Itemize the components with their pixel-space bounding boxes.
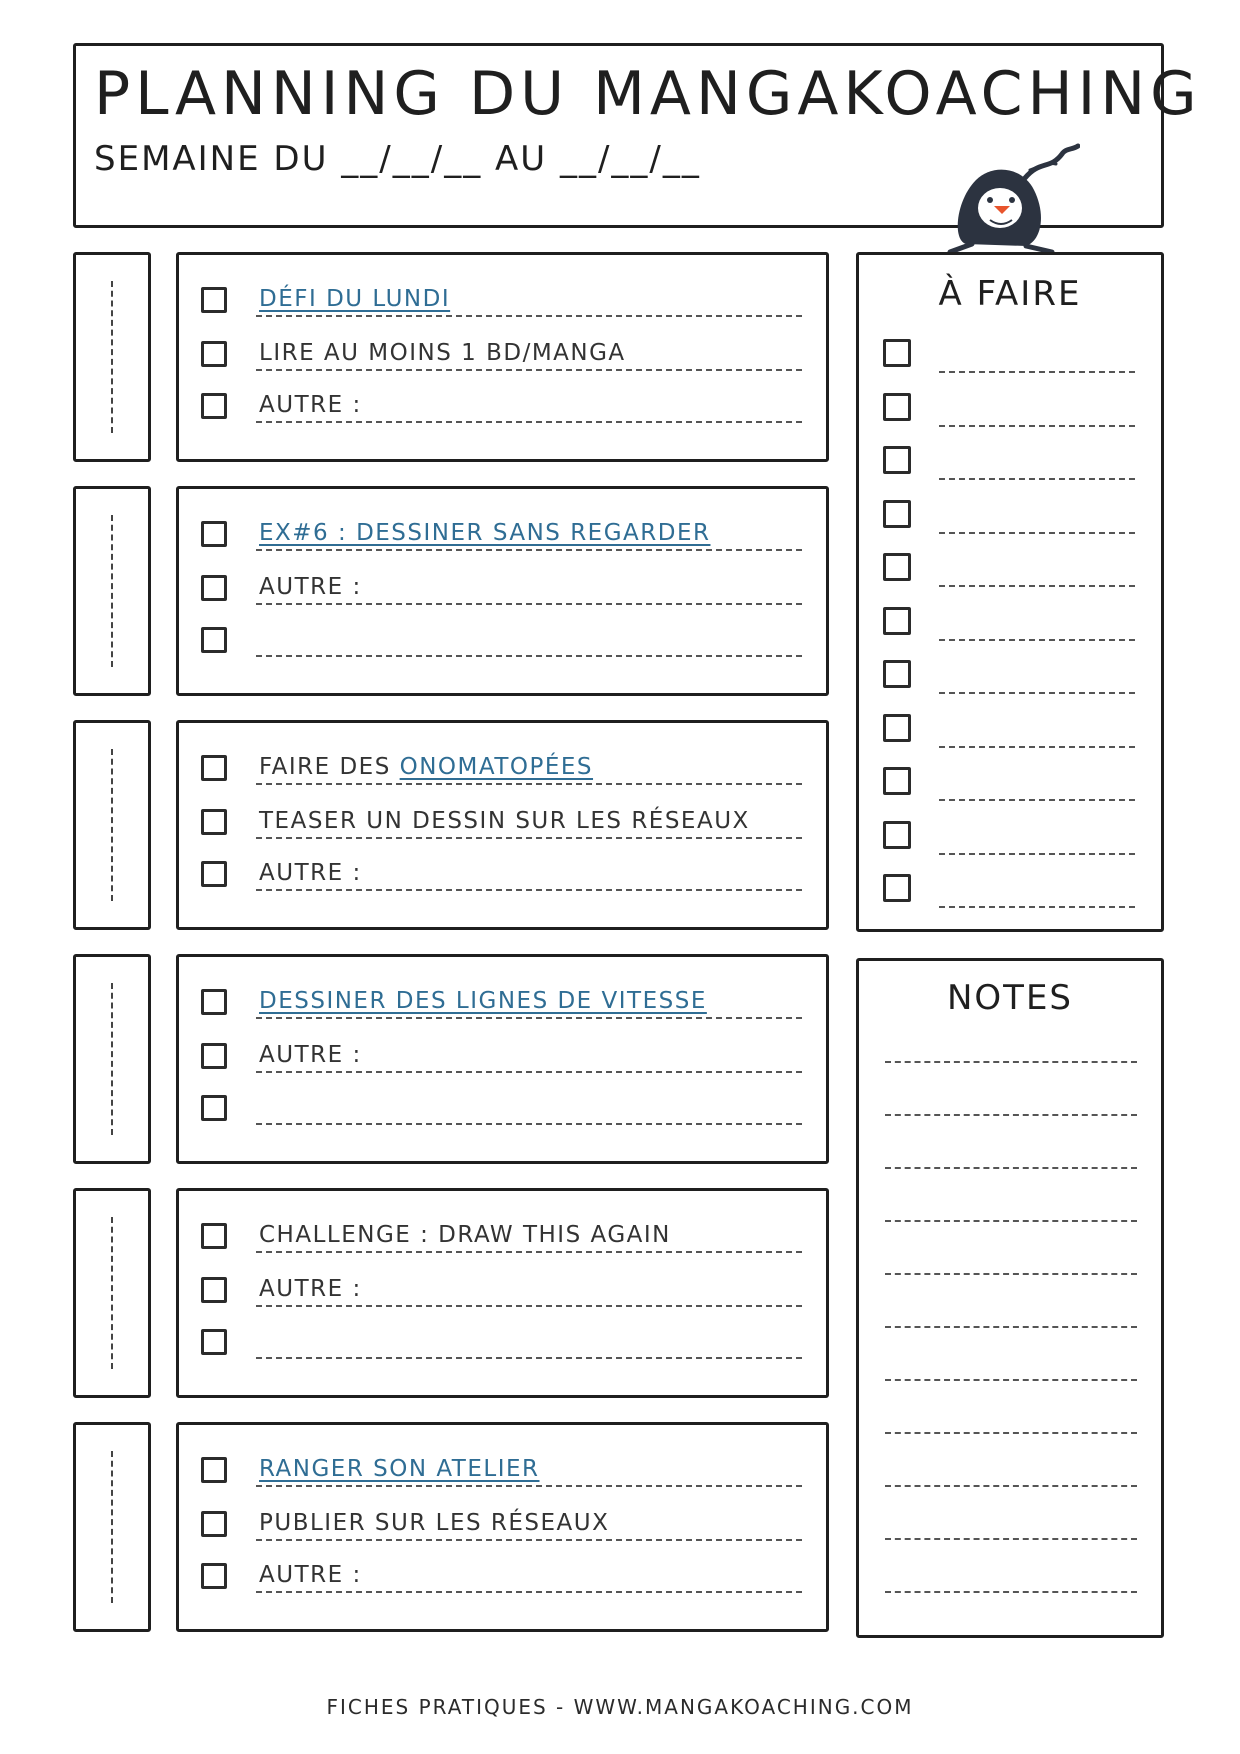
task-text: AUTRE :: [259, 392, 362, 418]
task-row: [201, 1319, 802, 1359]
todo-write-line[interactable]: [939, 532, 1135, 534]
todo-write-line[interactable]: [939, 478, 1135, 480]
task-write-line[interactable]: [256, 889, 802, 891]
task-row: [201, 565, 802, 605]
task-write-line[interactable]: [256, 1017, 802, 1019]
task-text: FAIRE DES: [259, 754, 400, 780]
todo-checkbox[interactable]: [883, 767, 911, 795]
task-checkbox[interactable]: [201, 1043, 227, 1069]
task-link[interactable]: DESSINER DES LIGNES DE VITESSE: [259, 988, 707, 1014]
todo-item: [883, 440, 1135, 480]
todo-checkbox[interactable]: [883, 339, 911, 367]
task-checkbox[interactable]: [201, 1223, 227, 1249]
task-label: [259, 1564, 362, 1587]
todo-panel: [856, 252, 1164, 932]
task-link[interactable]: RANGER SON ATELIER: [259, 1456, 540, 1482]
task-write-line[interactable]: [256, 1539, 802, 1541]
note-line[interactable]: [885, 1114, 1137, 1116]
mascot-icon: [930, 140, 1080, 258]
task-row: [201, 331, 802, 371]
task-row: [201, 1447, 802, 1487]
todo-item: [883, 708, 1135, 748]
day-label-line: [111, 749, 113, 901]
task-checkbox[interactable]: [201, 809, 227, 835]
task-row: [201, 1501, 802, 1541]
task-row: [201, 383, 802, 423]
todo-checkbox[interactable]: [883, 393, 911, 421]
todo-item: [883, 547, 1135, 587]
note-line[interactable]: [885, 1591, 1137, 1593]
todo-checkbox[interactable]: [883, 660, 911, 688]
task-label: [259, 288, 450, 311]
task-checkbox[interactable]: [201, 1511, 227, 1537]
todo-item: [883, 761, 1135, 801]
day-label-box[interactable]: [73, 486, 151, 696]
day-label-box[interactable]: [73, 1422, 151, 1632]
day-label-box[interactable]: [73, 1188, 151, 1398]
todo-write-line[interactable]: [939, 799, 1135, 801]
todo-write-line[interactable]: [939, 585, 1135, 587]
task-write-line[interactable]: [256, 837, 802, 839]
todo-write-line[interactable]: [939, 692, 1135, 694]
todo-item: [883, 601, 1135, 641]
note-line[interactable]: [885, 1167, 1137, 1169]
task-label: [259, 576, 362, 599]
todo-write-line[interactable]: [939, 425, 1135, 427]
day-label-line: [111, 983, 113, 1135]
task-text: AUTRE :: [259, 860, 362, 886]
task-label: [259, 394, 362, 417]
task-link[interactable]: EX#6 : DESSINER SANS REGARDER: [259, 520, 711, 546]
todo-write-line[interactable]: [939, 906, 1135, 908]
todo-item: [883, 868, 1135, 908]
task-text: AUTRE :: [259, 574, 362, 600]
todo-write-line[interactable]: [939, 746, 1135, 748]
todo-checkbox[interactable]: [883, 607, 911, 635]
task-row: [201, 1267, 802, 1307]
task-row: [201, 511, 802, 551]
note-line[interactable]: [885, 1432, 1137, 1434]
day-task-box: [176, 1188, 829, 1398]
task-text: CHALLENGE : DRAW THIS AGAIN: [259, 1222, 671, 1248]
task-label: [259, 862, 362, 885]
week-range: SEMAINE DU __/__/__ AU __/__/__: [94, 139, 701, 179]
note-line[interactable]: [885, 1061, 1137, 1063]
task-checkbox[interactable]: [201, 989, 227, 1015]
task-label: [259, 1512, 609, 1535]
task-checkbox[interactable]: [201, 521, 227, 547]
task-write-line[interactable]: [256, 369, 802, 371]
task-checkbox[interactable]: [201, 861, 227, 887]
task-row: [201, 1033, 802, 1073]
task-write-line[interactable]: [256, 1071, 802, 1073]
day-task-box: [176, 486, 829, 696]
todo-item: [883, 333, 1135, 373]
todo-checkbox[interactable]: [883, 874, 911, 902]
task-checkbox[interactable]: [201, 287, 227, 313]
task-label: [259, 756, 593, 779]
task-label: [259, 1278, 362, 1301]
task-row: [201, 799, 802, 839]
task-link[interactable]: ONOMATOPÉES: [399, 754, 594, 780]
note-line[interactable]: [885, 1326, 1137, 1328]
task-text: TEASER UN DESSIN SUR LES RÉSEAUX: [259, 808, 750, 834]
task-write-line[interactable]: [256, 549, 802, 551]
task-row: [201, 745, 802, 785]
task-checkbox[interactable]: [201, 341, 227, 367]
day-label-line: [111, 1451, 113, 1603]
task-write-line[interactable]: [256, 315, 802, 317]
todo-checkbox[interactable]: [883, 553, 911, 581]
day-task-box: [176, 1422, 829, 1632]
task-row: [201, 851, 802, 891]
notes-panel: [856, 958, 1164, 1638]
task-row: [201, 617, 802, 657]
task-row: [201, 1553, 802, 1593]
task-write-line[interactable]: [256, 421, 802, 423]
task-write-line[interactable]: [256, 1251, 802, 1253]
task-label: [259, 342, 626, 365]
todo-write-line[interactable]: [939, 639, 1135, 641]
task-checkbox[interactable]: [201, 755, 227, 781]
task-text: AUTRE :: [259, 1042, 362, 1068]
note-line[interactable]: [885, 1220, 1137, 1222]
task-write-line[interactable]: [256, 783, 802, 785]
task-row: [201, 1213, 802, 1253]
task-row: [201, 979, 802, 1019]
note-line[interactable]: [885, 1273, 1137, 1275]
task-write-line[interactable]: [256, 1305, 802, 1307]
todo-item: [883, 654, 1135, 694]
todo-item: [883, 815, 1135, 855]
todo-title: À FAIRE: [938, 274, 1082, 314]
day-task-box: [176, 954, 829, 1164]
day-label-line: [111, 1217, 113, 1369]
note-line[interactable]: [885, 1485, 1137, 1487]
task-text: AUTRE :: [259, 1562, 362, 1588]
task-write-line[interactable]: [256, 655, 802, 657]
task-checkbox[interactable]: [201, 1277, 227, 1303]
todo-checkbox[interactable]: [883, 446, 911, 474]
task-text: LIRE AU MOINS 1 BD/MANGA: [259, 340, 626, 366]
day-label-box[interactable]: [73, 252, 151, 462]
task-checkbox[interactable]: [201, 627, 227, 653]
task-label: [259, 522, 710, 545]
day-task-box: [176, 252, 829, 462]
notes-title: NOTES: [946, 978, 1074, 1018]
task-write-line[interactable]: [256, 1123, 802, 1125]
todo-write-line[interactable]: [939, 371, 1135, 373]
task-label: [259, 1044, 362, 1067]
task-checkbox[interactable]: [201, 1329, 227, 1355]
day-label-line: [111, 281, 113, 433]
todo-item: [883, 387, 1135, 427]
task-label: [259, 1224, 671, 1247]
task-checkbox[interactable]: [201, 1457, 227, 1483]
footer-text: FICHES PRATIQUES - WWW.MANGAKOACHING.COM: [326, 1695, 914, 1719]
note-line[interactable]: [885, 1538, 1137, 1540]
task-text: PUBLIER SUR LES RÉSEAUX: [259, 1510, 610, 1536]
task-row: [201, 277, 802, 317]
task-write-line[interactable]: [256, 1357, 802, 1359]
todo-item: [883, 494, 1135, 534]
task-row: [201, 1085, 802, 1125]
task-checkbox[interactable]: [201, 1095, 227, 1121]
task-checkbox[interactable]: [201, 1563, 227, 1589]
task-link[interactable]: DÉFI DU LUNDI: [259, 286, 451, 312]
note-line[interactable]: [885, 1379, 1137, 1381]
day-task-box: [176, 720, 829, 930]
task-label: [259, 810, 750, 833]
task-checkbox[interactable]: [201, 575, 227, 601]
todo-checkbox[interactable]: [883, 821, 911, 849]
task-write-line[interactable]: [256, 1591, 802, 1593]
task-checkbox[interactable]: [201, 393, 227, 419]
task-write-line[interactable]: [256, 603, 802, 605]
day-label-line: [111, 515, 113, 667]
day-label-box[interactable]: [73, 720, 151, 930]
todo-write-line[interactable]: [939, 853, 1135, 855]
task-label: [259, 1458, 540, 1481]
task-text: AUTRE :: [259, 1276, 362, 1302]
todo-checkbox[interactable]: [883, 714, 911, 742]
page-title: PLANNING DU MANGAKOACHING: [94, 59, 1202, 129]
day-label-box[interactable]: [73, 954, 151, 1164]
task-label: [259, 990, 707, 1013]
task-write-line[interactable]: [256, 1485, 802, 1487]
todo-checkbox[interactable]: [883, 500, 911, 528]
